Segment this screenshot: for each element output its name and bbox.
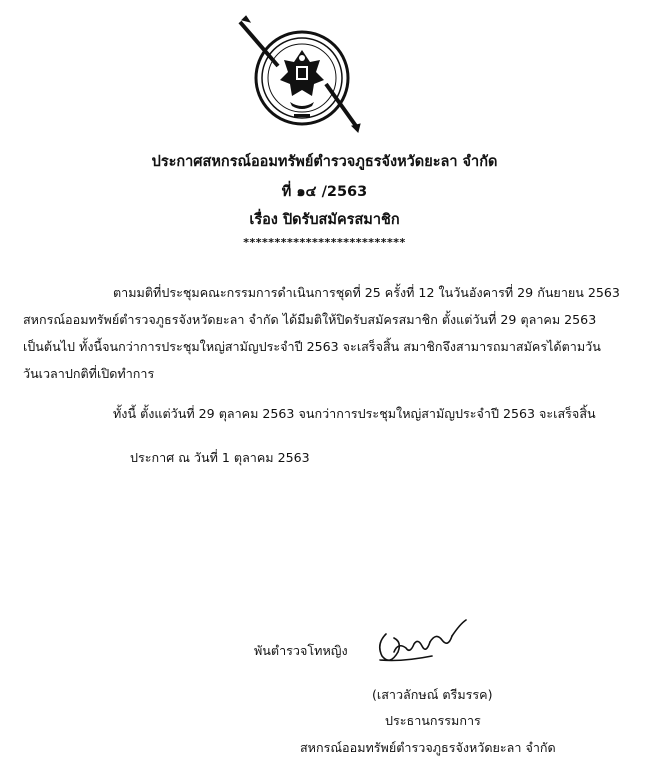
body-line-3: เป็นต้นไป ทั้งนี้จนกว่าการประชุมใหญ่สามัญประจำปี 2563 จะเสร็จสิ้น สมาชิกจึงสามารถมาสมัครได้ตามวัน	[23, 339, 601, 354]
police-emblem-icon	[232, 10, 372, 140]
announced-date: ประกาศ ณ วันที่ 1 ตุลาคม 2563	[130, 450, 310, 465]
signer-organization: สหกรณ์ออมทรัพย์ตำรวจภูธรจังหวัดยะลา จำกัด	[300, 740, 556, 755]
summary-line: ทั้งนี้ ตั้งแต่วันที่ 29 ตุลาคม 2563 จนกว่าการประชุมใหญ่สามัญประจำปี 2563 จะเสร็จสิ้น	[113, 406, 596, 421]
document-number: ที่ ๑๔ /2563	[281, 184, 368, 200]
announcement-subject: เรื่อง ปิดรับสมัครสมาชิก	[249, 212, 400, 228]
signer-position: ประธานกรรมการ	[385, 713, 481, 728]
body-line-2: สหกรณ์ออมทรัพย์ตำรวจภูธรจังหวัดยะลา จำกัด ได้มีมติให้ปิดรับสมัครสมาชิก ตั้งแต่วันที่ 29 ตุลาคม 2563	[23, 312, 597, 327]
title-separator: **************************	[243, 236, 406, 249]
handwritten-signature-icon	[372, 612, 472, 672]
signer-name: (เสาวลักษณ์ ตรีมรรค)	[372, 687, 493, 702]
body-line-4: วันเวลาปกติที่เปิดทำการ	[23, 366, 155, 381]
announcement-title: ประกาศสหกรณ์ออมทรัพย์ตำรวจภูธรจังหวัดยะลา จำกัด	[151, 154, 498, 170]
body-line-1: ตามมติที่ประชุมคณะกรรมการดำเนินการชุดที่ 25 ครั้งที่ 12 ในวันอังคารที่ 29 กันยายน 2563	[113, 285, 620, 300]
signer-rank: พันตำรวจโทหญิง	[254, 643, 348, 658]
